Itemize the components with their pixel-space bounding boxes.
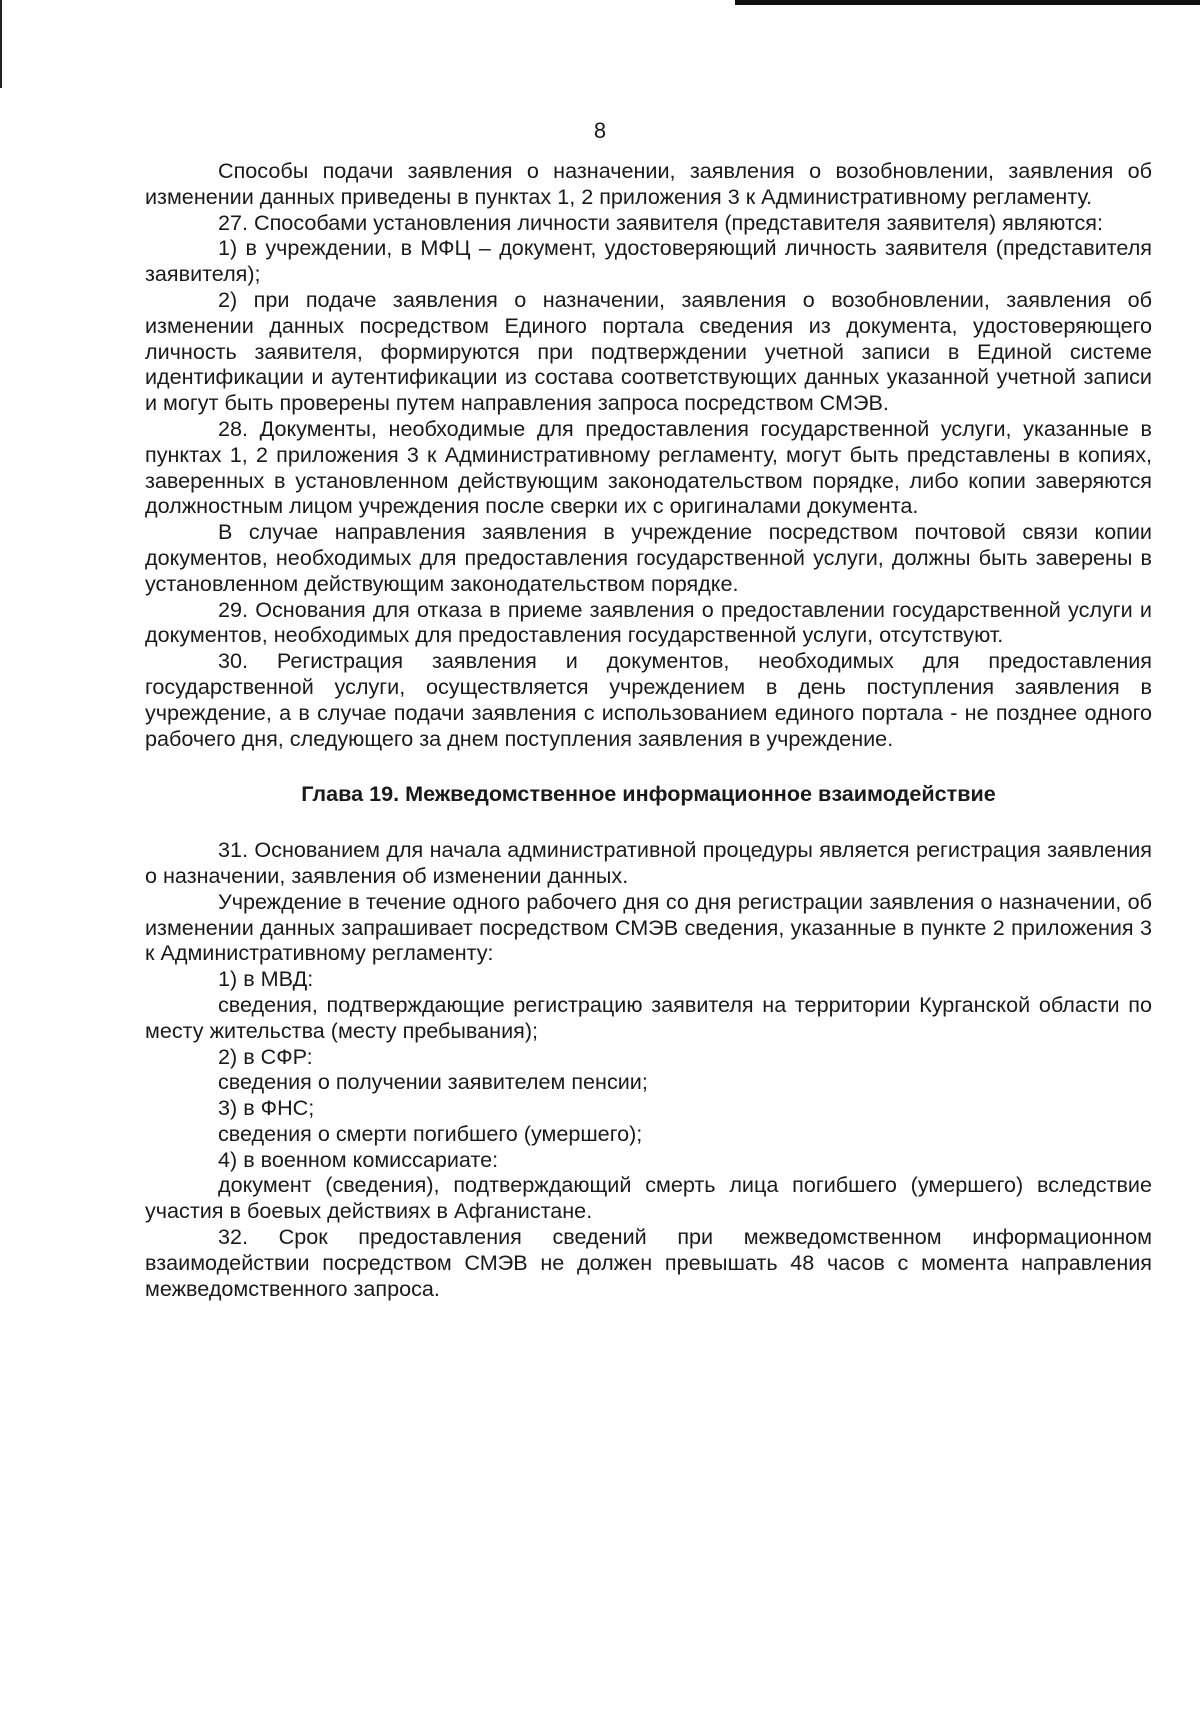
list-item-military: 4) в военном комиссариате:: [218, 1146, 499, 1172]
paragraph-28-postal: В случае направления заявления в учреждение посредством почтовой связи копии документов, необходимых для предоставления государственной услуги, должны быть заверены в установленном действующим законодательством порядке.: [145, 519, 1152, 596]
paragraph-32: 32. Срок предоставления сведений при межведомственном информационном взаимодействии посредством СМЭВ не должен превышать 48 часов с момента направления межведомственного запроса.: [145, 1224, 1152, 1301]
paragraph-27-item-1: 1) в учреждении, в МФЦ – документ, удостоверяющий личность заявителя (представителя заявителя);: [145, 235, 1152, 287]
page-number: 8: [593, 118, 607, 143]
chapter-heading: Глава 19. Межведомственное информационное взаимодействие: [301, 781, 996, 807]
list-item-military-details: документ (сведения), подтверждающий смерть лица погибшего (умершего) вследствие участия в боевых действиях в Афганистане.: [145, 1172, 1152, 1224]
scan-edge-mark-left: [0, 0, 2, 88]
paragraph-29: 29. Основания для отказа в приеме заявления о предоставлении государственной услуги и документов, необходимых для предоставления государственной услуги, отсутствуют.: [145, 596, 1152, 648]
paragraph-submission-methods: Способы подачи заявления о назначении, заявления о возобновлении, заявления об изменении данных приведены в пунктах 1, 2 приложения 3 к Административному регламенту.: [145, 158, 1152, 209]
list-item-sfr: 2) в СФР:: [218, 1043, 313, 1069]
paragraph-28: 28. Документы, необходимые для предоставления государственной услуги, указанные в пунктах 1, 2 приложения 3 к Административному регламенту, могут быть представлены в копиях, заверенных в установленном действующим законодательством порядке, либо копии заверяются должностным лицом учреждения после сверки их с оригиналами документа.: [145, 415, 1152, 519]
paragraph-27: 27. Способами установления личности заявителя (представителя заявителя) являются:: [218, 209, 1103, 235]
list-item-mvd-details: сведения, подтверждающие регистрацию заявителя на территории Курганской области по месту жительства (месту пребывания);: [145, 991, 1152, 1043]
list-item-mvd: 1) в МВД:: [218, 966, 314, 992]
paragraph-31: 31. Основанием для начала административной процедуры является регистрация заявления о назначении, заявления об изменении данных.: [145, 837, 1152, 888]
document-body: [145, 158, 1152, 1301]
list-item-fns: 3) в ФНС;: [218, 1095, 315, 1121]
scan-edge-mark-top: [735, 0, 1200, 5]
paragraph-31-request: Учреждение в течение одного рабочего дня со дня регистрации заявления о назначении, об изменении данных запрашивает посредством СМЭВ сведения, указанные в пункте 2 приложения 3 к Административному регламенту:: [145, 888, 1152, 966]
list-item-fns-details: сведения о смерти погибшего (умершего);: [218, 1120, 643, 1146]
paragraph-30: 30. Регистрация заявления и документов, необходимых для предоставления государственной услуги, осуществляется учреждением в день поступления заявления в учреждение, а в случае подачи заявления с использованием единого портала - не позднее одного рабочего дня, следующего за днем поступления заявления в учреждение.: [145, 648, 1152, 751]
paragraph-27-item-2: 2) при подаче заявления о назначении, заявления о возобновлении, заявления об изменении данных посредством Единого портала сведения из документа, удостоверяющего личность заявителя, формируются при подтверждении учетной записи в Единой системе идентификации и аутентификации из состава соответствующих данных указанной учетной записи и могут быть проверены путем направления запроса посредством СМЭВ.: [145, 286, 1152, 416]
list-item-sfr-details: сведения о получении заявителем пенсии;: [218, 1069, 648, 1095]
